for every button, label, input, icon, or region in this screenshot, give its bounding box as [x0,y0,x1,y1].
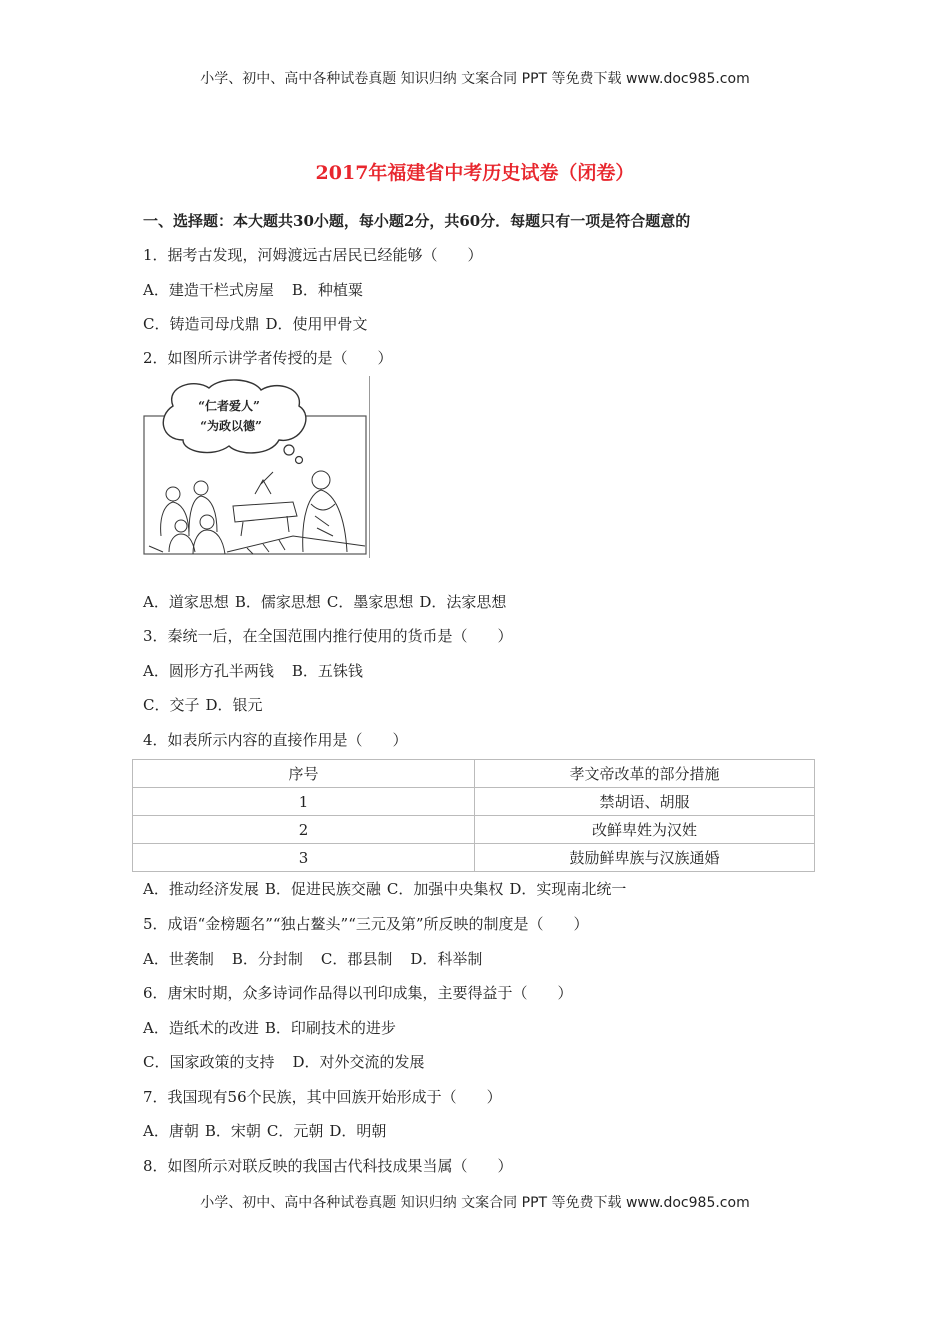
q4-options [143,878,626,899]
table-cell: 改鲜卑姓为汉姓 [475,816,815,844]
q2-options [143,591,506,612]
q3-option-a: A．圆形方孔半两钱 [143,662,274,680]
q5-option-b: B．分封制 [231,950,303,968]
q2-option-a: A．道家思想 [143,593,229,611]
table-cell: 1 [133,788,475,816]
q7-options [143,1120,386,1141]
q4-option-c: C．加强中央集权 [386,880,504,898]
q1-option-a: A．建造干栏式房屋 [143,281,274,299]
q2-option-d: D．法家思想 [419,593,507,611]
table-header: 序号 [133,760,475,788]
q3-option-c: C．交子 [143,696,200,714]
q5-option-d: D．科举制 [410,950,483,968]
q5-option-a: A．世袭制 [143,950,214,968]
q7-stem: 7．我国现有56个民族，其中回族开始形成于（ ） [143,1088,502,1106]
table-cell: 鼓励鲜卑族与汉族通婚 [475,844,815,872]
q3-options-row1 [143,660,363,681]
q1-option-c: C．铸造司母戊鼎 [143,315,260,333]
page-footer: 小学、初中、高中各种试卷真题 知识归纳 文案合同 PPT 等免费下载 www.doc985.com [200,1195,750,1211]
q1-options-row1 [143,279,363,300]
q3-option-b: B．五铢钱 [291,662,363,680]
q2-option-b: B．儒家思想 [234,593,321,611]
q6-option-d: D．对外交流的发展 [292,1053,425,1071]
q6-option-c: C．国家政策的支持 [143,1053,275,1071]
q7-option-d: D．明朝 [329,1122,387,1140]
table-cell: 禁胡语、胡服 [475,788,815,816]
table-cell: 3 [133,844,475,872]
q8-stem: 8．如图所示对联反映的我国古代科技成果当属（ ） [143,1157,513,1175]
q7-option-a: A．唐朝 [143,1122,199,1140]
table-header-row [133,760,815,788]
table-row [133,788,815,816]
q4-option-a: A．推动经济发展 [143,880,259,898]
q3-options-row2 [143,694,263,715]
q6-option-b: B．印刷技术的进步 [264,1019,396,1037]
table-row [133,816,815,844]
table-row [133,844,815,872]
q5-options [143,948,482,969]
q4-option-b: B．促进民族交融 [264,880,381,898]
q2-stem: 2．如图所示讲学者传授的是（ ） [143,349,393,367]
reform-table [132,759,815,872]
q6-stem: 6．唐宋时期，众多诗词作品得以刊印成集，主要得益于（ ） [143,984,573,1002]
q4-option-d: D．实现南北统一 [509,880,627,898]
page-header: 小学、初中、高中各种试卷真题 知识归纳 文案合同 PPT 等免费下载 www.doc985.com [200,71,750,87]
exam-title: 2017年福建省中考历史试卷（闭卷） [315,162,635,184]
q5-stem: 5．成语“金榜题名”“独占鳌头”“三元及第”所反映的制度是（ ） [143,915,589,933]
q5-option-c: C．郡县制 [320,950,393,968]
confucius-lecture-illustration [143,376,370,558]
table-cell: 2 [133,816,475,844]
bubble-text-2: “为政以德” [200,419,262,433]
q6-options-row1 [143,1017,396,1038]
q1-options-row2 [143,313,368,334]
table-header: 孝文帝改革的部分措施 [475,760,815,788]
q3-option-d: D．银元 [205,696,263,714]
q1-option-b: B．种植粟 [291,281,363,299]
q6-option-a: A．造纸术的改进 [143,1019,259,1037]
bubble-text-1: “仁者爱人” [198,399,260,413]
q2-option-c: C．墨家思想 [326,593,414,611]
q1-option-d: D．使用甲骨文 [265,315,368,333]
section-heading: 一、选择题：本大题共30小题，每小题2分，共60分．每题只有一项是符合题意的 [143,212,691,230]
q1-stem: 1．据考古发现，河姆渡远古居民已经能够（ ） [143,246,483,264]
q3-stem: 3．秦统一后，在全国范围内推行使用的货币是（ ） [143,627,513,645]
q4-stem: 4．如表所示内容的直接作用是（ ） [143,731,408,749]
q7-option-b: B．宋朝 [204,1122,261,1140]
q6-options-row2 [143,1051,425,1072]
q7-option-c: C．元朝 [266,1122,324,1140]
